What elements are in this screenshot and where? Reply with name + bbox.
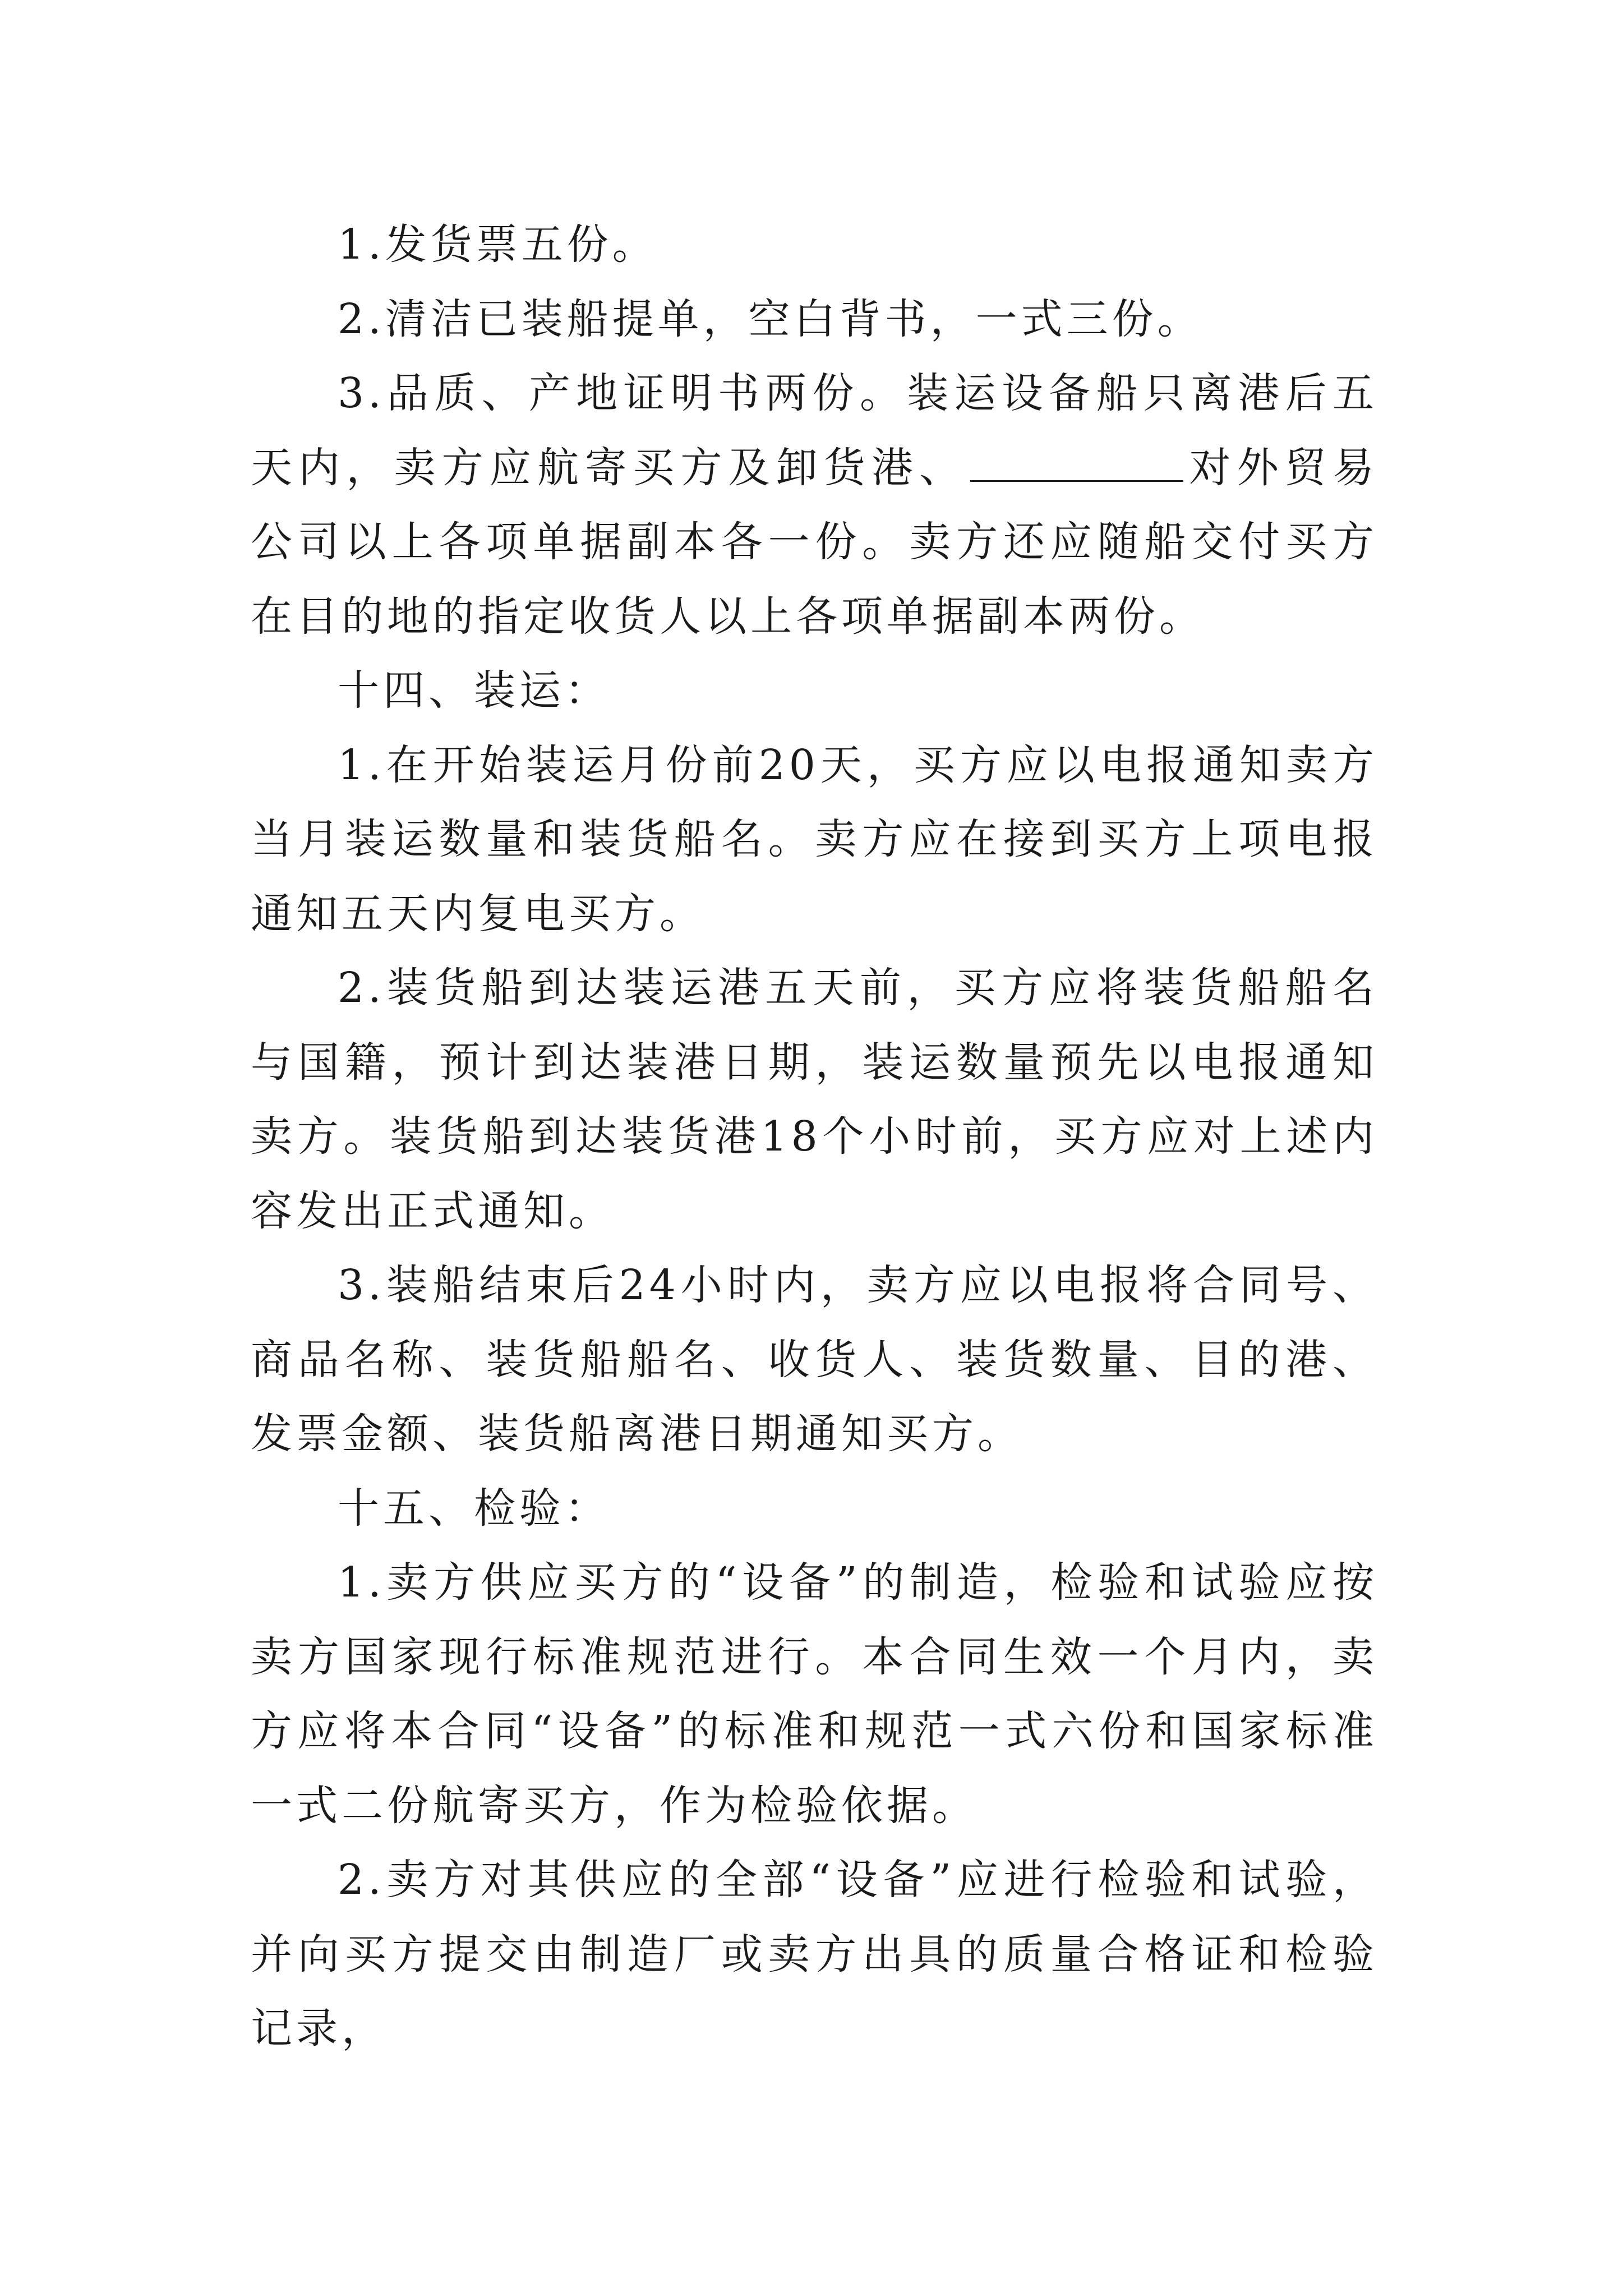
paragraph-certificates bbox=[251, 356, 1378, 654]
paragraph-invoice: 1.发货票五份。 bbox=[338, 220, 658, 269]
paragraph-shipment-notice: 1.在开始装运月份前20天，买方应以电报通知卖方当月装运数量和装货船名。卖方应在接到买方上项电报通知五天内复电买方。 bbox=[251, 740, 1378, 938]
paragraph-inspection-standards: 1.卖方供应买方的“设备”的制造，检验和试验应按卖方国家现行标准规范进行。本合同生效一个月内，卖方应将本合同“设备”的标准和规范一式六份和国家标准一式二份航寄买方，作为检验依据。 bbox=[251, 1558, 1378, 1830]
paragraph-certificates-part2: 对外贸易公司以上各项单据副本各一份。卖方还应随船交付买方在目的地的指定收货人以上各项单据副本两份。 bbox=[251, 443, 1378, 641]
section-heading-shipment: 十四、装运： bbox=[338, 666, 610, 715]
section-heading-inspection: 十五、检验： bbox=[338, 1484, 610, 1533]
fill-in-blank bbox=[970, 447, 1183, 482]
paragraph-certificates-part1: 3.品质、产地证明书两份。装运设备船只离港后五天内，卖方应航寄买方及卸货港、 bbox=[251, 369, 1378, 492]
document-body bbox=[251, 208, 1378, 2066]
paragraph-bill-of-lading: 2.清洁已装船提单，空白背书，一式三份。 bbox=[338, 295, 1203, 343]
paragraph-inspection-tests: 2.卖方对其供应的全部“设备”应进行检验和试验，并向买方提交由制造厂或卖方出具的质量合格证和检验记录， bbox=[251, 1856, 1378, 2053]
paragraph-vessel-arrival: 2.装货船到达装运港五天前，买方应将装货船船名与国籍，预计到达装港日期，装运数量预先以电报通知卖方。装货船到达装货港18个小时前，买方应对上述内容发出正式通知。 bbox=[251, 964, 1378, 1235]
paragraph-loading-complete: 3.装船结束后24小时内，卖方应以电报将合同号、商品名称、装货船船名、收货人、装货数量、目的港、发票金额、装货船离港日期通知买方。 bbox=[251, 1261, 1378, 1458]
